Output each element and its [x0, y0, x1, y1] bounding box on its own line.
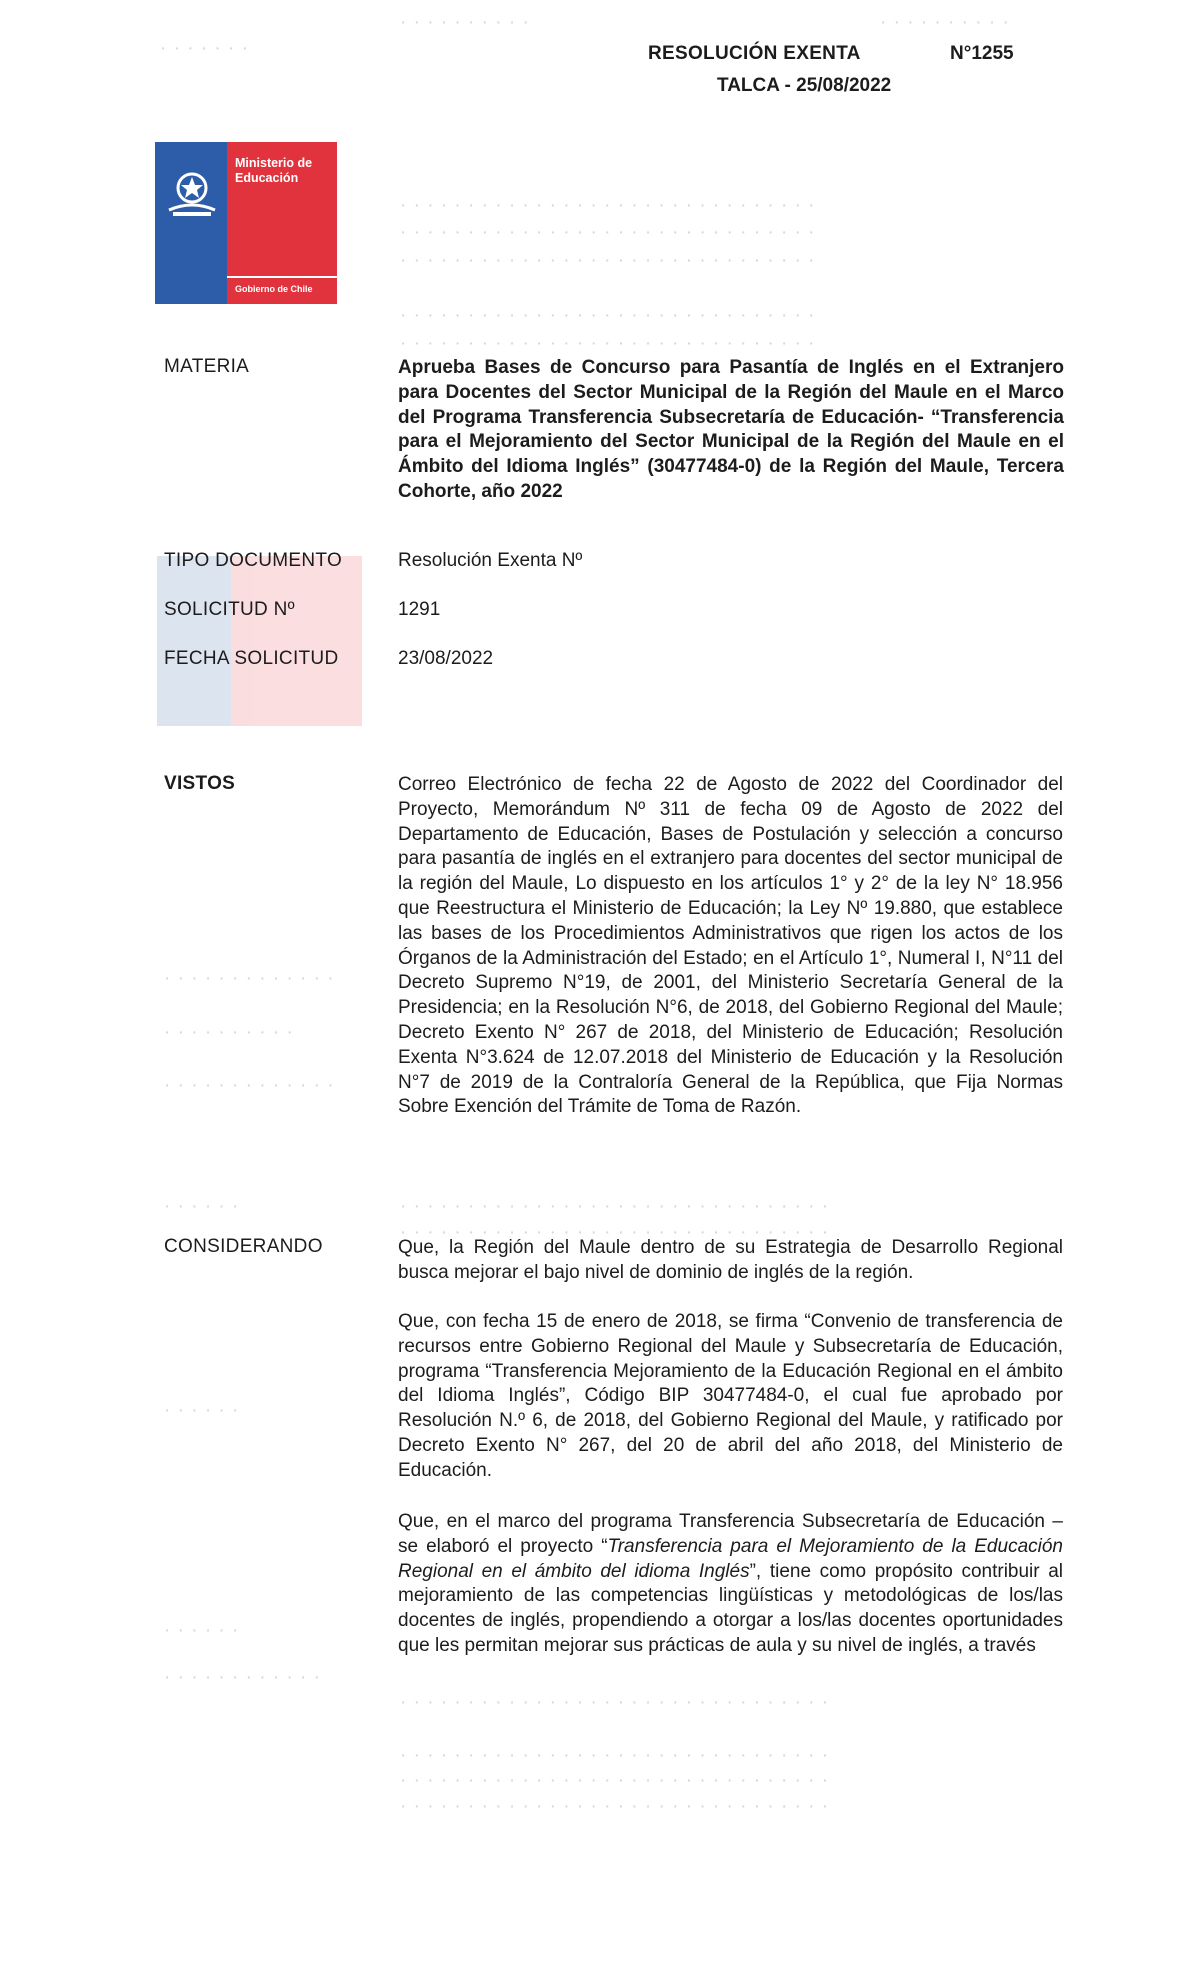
project-name-italic: Transferencia para el Mejoramiento de la Educación Regional en el ámbito del idioma Inglés [398, 1535, 1063, 1582]
bleed-through-ghost: · · · · · · · · · · · · · · · · · · · · · · · · · · · · · · · [400, 222, 816, 243]
bleed-through-ghost: · · · · · · · · · · · · · · · · · · · · · · · · · · · · · · · · [400, 1692, 830, 1713]
bleed-through-ghost: · · · · · · · · · · · · · [164, 1075, 335, 1096]
resolution-number: N°1255 [950, 43, 1014, 64]
considerando-paragraph-2: Que, con fecha 15 de enero de 2018, se firma “Convenio de transferencia de recursos entre Gobierno Regional del Maule y Subsecretaría de Educación, programa “Transferencia Mejoramiento de la Educación Regional en el ámbito del Idioma Inglés”, Código BIP 30477484-0, el cual fue aprobado por Resolución N.º 6, de 2018, del Gobierno Regional del Maule, y ratificado por Decreto Exento N° 267, del 20 de abril del año 2018, del Ministerio de Educación. [398, 1311, 1063, 1481]
resolution-title: RESOLUCIÓN EXENTA [648, 43, 861, 64]
solicitud-value: 1291 [398, 599, 441, 620]
considerando-p3-body: ”, tiene como propósito contribuir al mejoramiento de las competencias lingüísticas y metodológicas de los/las docentes de inglés, propendiendo a otorgar a los/las docentes oportunidades que les permitan mejorar sus prácticas de aula y su nivel de inglés, a través [398, 1560, 1063, 1656]
bleed-through-ghost: · · · · · · · · · · · · · · · · · · · · · · · · · · · · · · · · [400, 1796, 830, 1817]
bleed-through-ghost: · · · · · · · · · · · · · · · · · · · · · · · · · · · · · · · · [400, 1745, 830, 1766]
bleed-through-ghost: · · · · · · · [160, 38, 249, 59]
tipo-documento-value: Resolución Exenta Nº [398, 550, 583, 571]
bleed-through-ghost: · · · · · · · · · · · · · · · · · · · · · · · · · · · · · · · · [400, 1770, 830, 1791]
bleed-through-ghost: · · · · · · · · · · · · · · · · · · · · · · · · · · · · · · · · [400, 1222, 830, 1243]
logo-red-field [227, 142, 337, 304]
bleed-through-ghost: · · · · · · · · · · [880, 12, 1010, 33]
logo-divider [227, 276, 337, 278]
bleed-through-ghost: · · · · · · · · · · [400, 12, 530, 33]
solicitud-label: SOLICITUD Nº [164, 599, 295, 620]
bleed-through-ghost: · · · · · · · · · · · · · · · · · · · · · · · · · · · · · · · [400, 333, 816, 354]
vistos-text: Correo Electrónico de fecha 22 de Agosto de 2022 del Coordinador del Proyecto, Memorándum Nº 311 de fecha 09 de Agosto de 2022 del Departamento de Educación, Bases de Postulación y selección a concurso para pasantía de inglés en el extranjero para docentes del sector municipal de la región del Maule, Lo dispuesto en los artículos 1° y 2° de la ley N° 18.956 que Reestructura el Ministerio de Educación; la Ley Nº 19.880, que establece las bases de los Procedimientos Administrativos que rigen los actos de los Órganos de la Administración del Estado; en el Artículo 1°, Numeral I, N°11 del Decreto Supremo N°19, de 2001, del Ministerio Secretaría General de la Presidencia; en la Resolución N°6, de 2018, del Gobierno Regional del Maule; Decreto Exento N° 267 de 2018, del Ministerio de Educación; Resolución Exenta N°3.624 de 12.07.2018 del Ministerio de Educación y la Resolución N°7 de 2019 de la Contraloría General de la República, que Fija Normas Sobre Exención del Trámite de Toma de Razón. [398, 774, 1063, 1118]
fecha-solicitud-label: FECHA SOLICITUD [164, 648, 339, 669]
vistos-label: VISTOS [164, 773, 236, 794]
considerando-paragraph-3 [398, 1510, 1063, 1659]
bleed-through-ghost: · · · · · · · · · · · · · · · · · · · · · · · · · · · · · · · [400, 195, 816, 216]
considerando-paragraph-1: Que, la Región del Maule dentro de su Estrategia de Desarrollo Regional busca mejorar el bajo nivel de dominio de inglés de la región. [398, 1237, 1063, 1283]
considerando-p3-intro: Que, en el marco del programa Transferencia Subsecretaría de Educación – se elaboró el proyecto “ [398, 1511, 1063, 1557]
flag-watermark [157, 556, 362, 726]
considerando-label: CONSIDERANDO [164, 1236, 323, 1257]
bleed-through-ghost: · · · · · · · · · · · · · · · · · · · · · · · · · · · · · · · [400, 250, 816, 271]
materia-text: Aprueba Bases de Concurso para Pasantía de Inglés en el Extranjero para Docentes del Sector Municipal de la Región del Maule en el Marco del Programa Transferencia Subsecretaría de Educación- “Transferencia para el Mejoramiento del Sector Municipal de la Región del Maule en el Ámbito del Idioma Inglés” (30477484-0) de la Región del Maule, Tercera Cohorte, año 2022 [398, 357, 1064, 502]
bleed-through-ghost: · · · · · · · · · · · · · · · · · · · · · · · · · · · · · · · [400, 305, 816, 326]
bleed-through-ghost: · · · · · · [164, 1620, 240, 1641]
logo-ministry-name: Ministerio de Educación [235, 156, 313, 185]
bleed-through-ghost: · · · · · · · · · · · · · · · · · · · · · · · · · · · · · · · · [400, 1196, 830, 1217]
logo-government: Gobierno de Chile [235, 284, 313, 294]
bleed-through-ghost: · · · · · · · · · · · · · [164, 968, 335, 989]
bleed-through-ghost: · · · · · · · · · · [164, 1022, 294, 1043]
logo-blue-field [155, 142, 227, 304]
tipo-documento-label: TIPO DOCUMENTO [164, 550, 343, 571]
ministry-logo [155, 142, 337, 304]
bleed-through-ghost: · · · · · · [164, 1400, 240, 1421]
bleed-through-ghost: · · · · · · [164, 1196, 240, 1217]
bleed-through-ghost: · · · · · · · · · · · · [164, 1667, 321, 1688]
materia-label: MATERIA [164, 356, 250, 377]
coat-of-arms-icon [163, 164, 221, 220]
resolution-place-date: TALCA - 25/08/2022 [717, 75, 892, 96]
fecha-solicitud-value: 23/08/2022 [398, 648, 494, 669]
